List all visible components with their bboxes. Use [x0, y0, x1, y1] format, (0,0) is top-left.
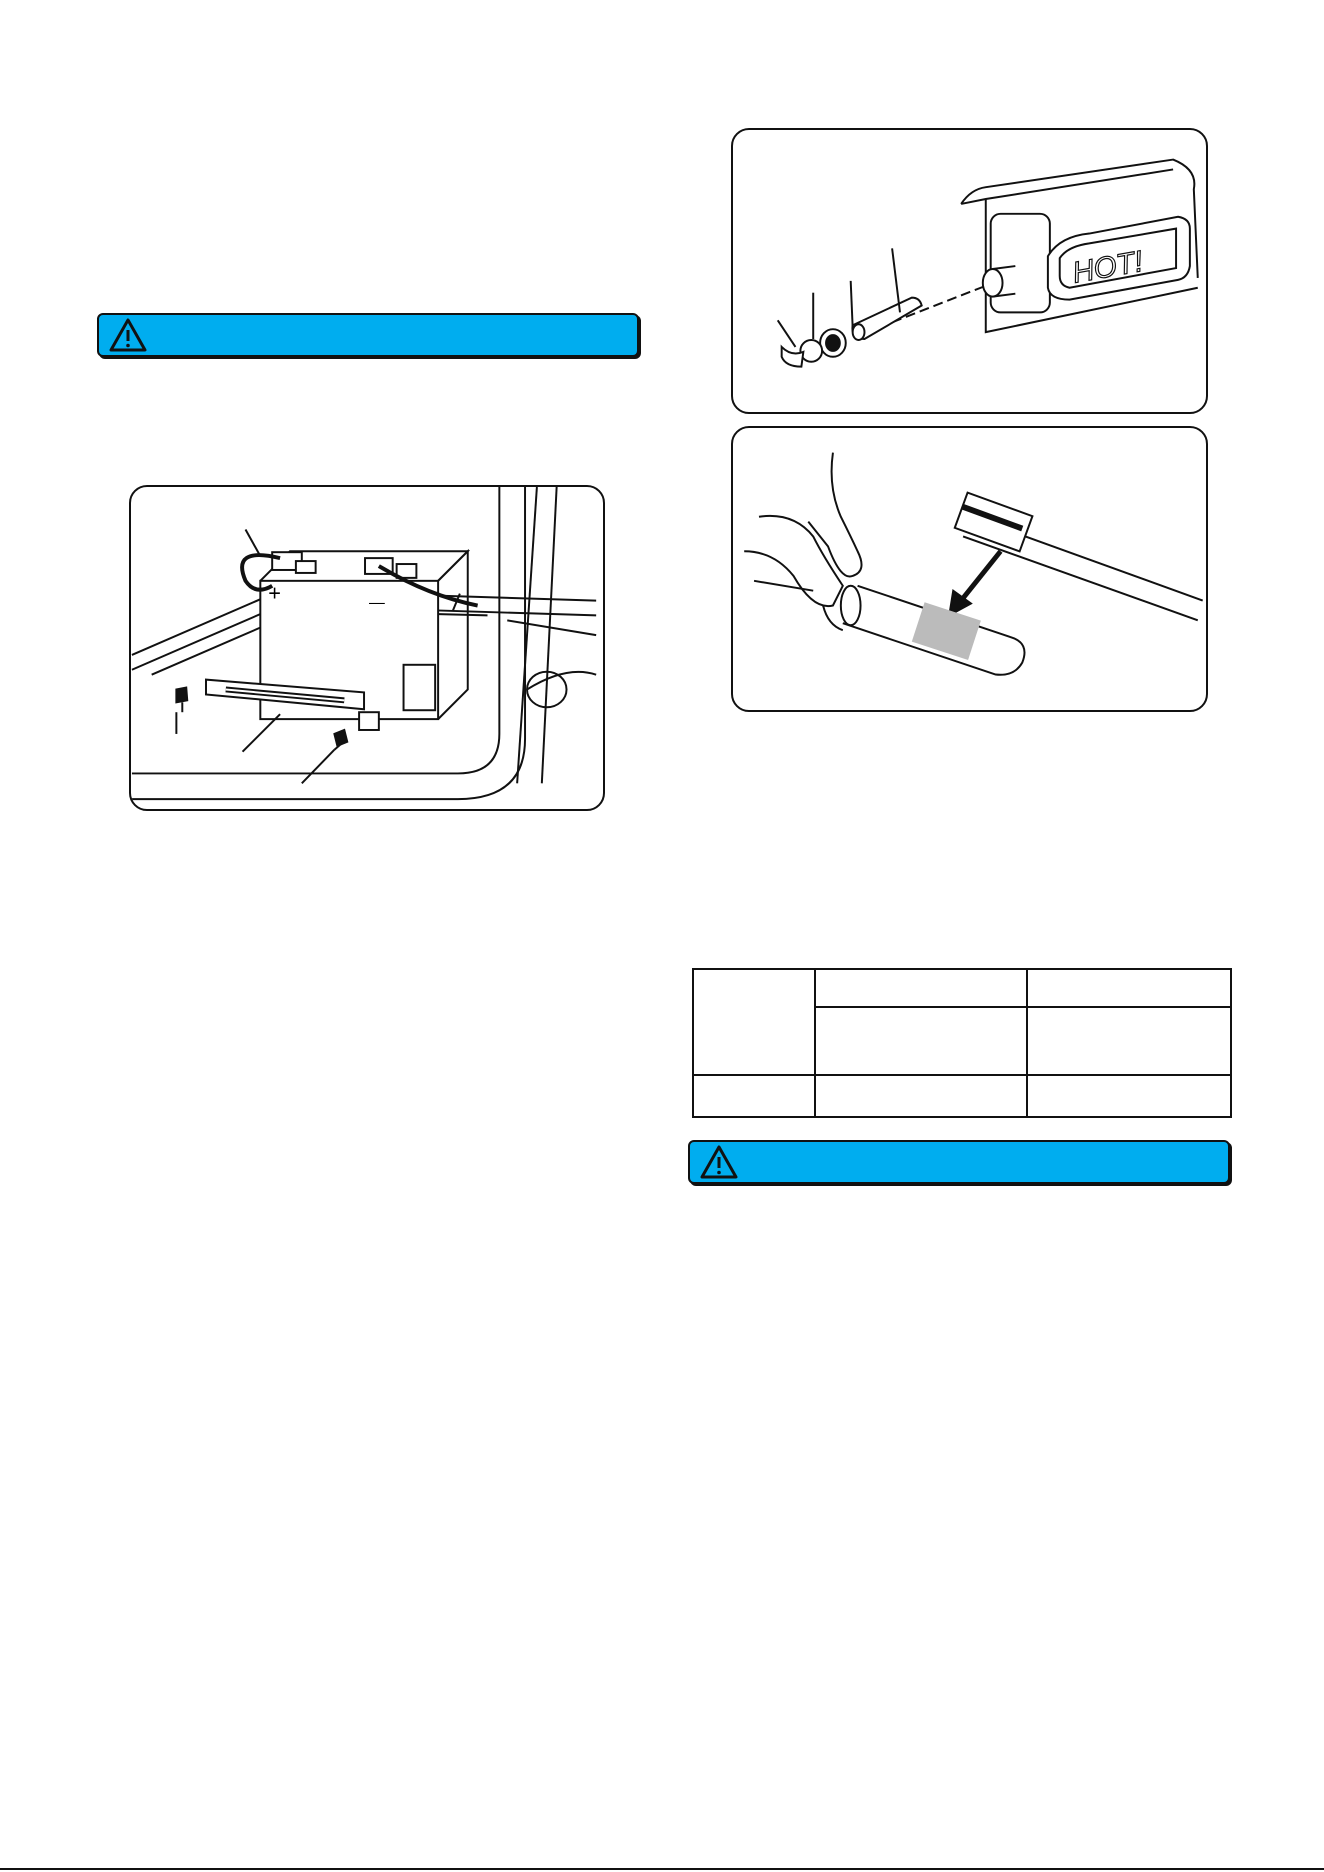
spark-arrester-figure: [731, 128, 1208, 414]
battery-figure: [129, 485, 605, 811]
table-cell: [815, 1075, 1027, 1117]
table-cell: [1027, 969, 1231, 1007]
cleaning-illustration: [733, 428, 1206, 710]
table-row: [693, 1075, 1231, 1117]
muffler-illustration: [733, 130, 1206, 412]
battery-plus-label: +: [268, 580, 281, 606]
table-cell: [693, 969, 815, 1075]
table-cell: [1027, 1075, 1231, 1117]
muffler-plate-label: HOT!: [1069, 244, 1146, 290]
battery-minus-label: —: [368, 594, 385, 612]
warning-banner-left: [97, 313, 639, 357]
table-cell: [1027, 1007, 1231, 1075]
table-cell: [815, 969, 1027, 1007]
battery-illustration: [131, 487, 603, 809]
warning-triangle-icon: [109, 318, 147, 352]
table-row: [693, 969, 1231, 1007]
bottom-rule: [0, 1868, 1324, 1870]
warning-triangle-icon: [700, 1145, 738, 1179]
table-cell: [815, 1007, 1027, 1075]
warning-banner-right: [688, 1140, 1230, 1184]
table-cell: [693, 1075, 815, 1117]
screen-cleaning-figure: [731, 426, 1208, 712]
spec-table: [692, 968, 1232, 1118]
